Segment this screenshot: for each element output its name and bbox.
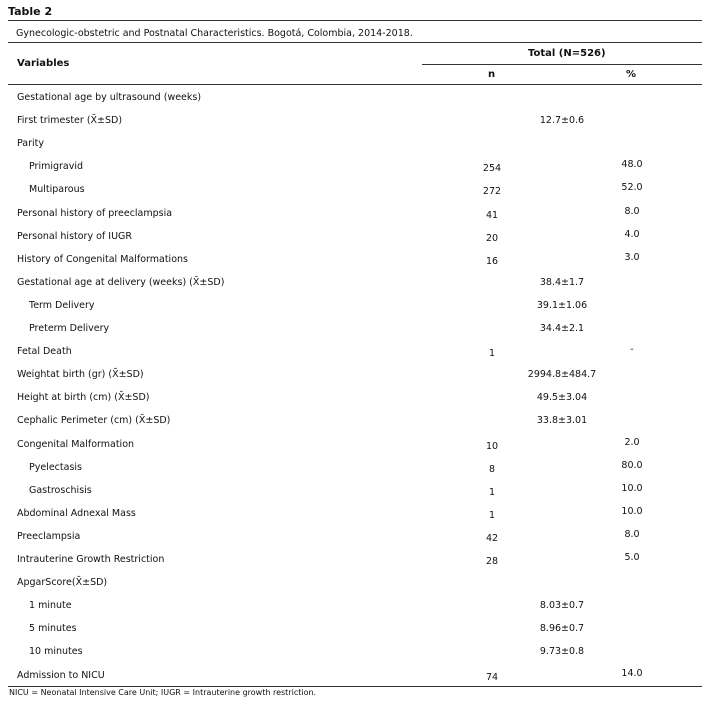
row-percent: 10.0 [621,482,643,494]
row-label: Gestational age by ultrasound (weeks) [17,92,202,103]
table-row [0,346,709,369]
table-row [0,415,709,438]
row-percent: 2.0 [624,436,640,448]
table-row [0,623,709,646]
row-label: 5 minutes [29,623,77,635]
row-label: Gestational age at delivery (weeks) (X̄±SD) [17,276,225,288]
row-label: ApgarScore(X̄±SD) [17,577,108,589]
row-label: Height at birth (cm) (X̄±SD) [17,392,150,404]
row-label: Multiparous [29,184,85,196]
table-row [0,138,709,161]
row-label: Primigravid [29,161,84,173]
row-label: 1 minute [29,600,72,612]
table-footnote: NICU = Neonatal Intensive Care Unit; IUGR = Intrauterine growth restriction. [9,688,317,697]
table-row [0,646,709,669]
row-percent: 48.0 [621,159,643,171]
table-row [0,161,709,184]
row-label: Preterm Delivery [29,323,110,334]
row-n: 1 [488,486,496,498]
header-total: Total (N=526) [528,48,606,59]
row-percent: - [630,344,634,356]
row-n: 254 [482,163,502,175]
table-row [0,528,709,554]
table-row [0,115,709,138]
row-n: 8 [488,463,496,475]
row-mean-sd: 2994.8±484.7 [527,369,597,381]
header-total-rule [422,64,702,65]
row-percent: 8.0 [624,205,640,217]
row-n: 20 [485,232,499,244]
row-percent: 8.0 [624,528,640,540]
table-row [0,251,709,277]
header-n: n [488,69,496,80]
table-caption: Gynecologic-obstetric and Postnatal Characteristics. Bogotá, Colombia, 2014-2018. [16,28,413,39]
row-label: History of Congenital Malformations [17,253,188,265]
row-percent: 3.0 [624,251,640,263]
row-percent: 5.0 [624,552,640,563]
row-mean-sd: 38.4±1.7 [539,276,585,288]
row-label: Abdominal Adnexal Mass [17,507,136,519]
header-pct: % [626,69,637,80]
row-label: Pyelectasis [29,461,82,473]
row-percent: 52.0 [621,182,643,194]
row-mean-sd: 33.8±3.01 [536,415,588,427]
row-mean-sd: 12.7±0.6 [539,115,585,127]
row-percent: 4.0 [624,228,640,240]
row-mean-sd: 49.5±3.04 [536,392,588,404]
row-mean-sd: 34.4±2.1 [539,323,585,334]
row-label: Personal history of IUGR [17,230,132,242]
table-row [0,277,709,300]
row-label: Intrauterine Growth Restriction [17,554,165,565]
row-label: 10 minutes [29,646,83,658]
table-row [0,577,709,600]
row-n: 74 [485,671,499,683]
row-label: Gastroschisis [29,484,92,496]
row-mean-sd: 39.1±1.06 [536,299,588,311]
table-row [0,323,709,346]
top-rule [8,20,702,21]
row-n: 42 [485,532,499,544]
row-n: 1 [488,509,496,521]
row-n: 272 [482,186,502,198]
row-percent: 80.0 [621,459,643,471]
row-n: 10 [485,440,499,452]
table-row [0,482,709,508]
header-rule [8,84,702,85]
table-row [0,369,709,392]
row-label: Term Delivery [29,299,95,311]
table-row [0,459,709,485]
row-label: Fetal Death [17,346,72,358]
row-label: Cephalic Perimeter (cm) (X̄±SD) [17,415,171,427]
row-label: Admission to NICU [17,669,105,681]
row-percent: 10.0 [621,505,643,517]
table-row [0,436,709,462]
row-n: 41 [485,209,499,221]
table-row [0,554,709,577]
caption-rule [8,42,702,43]
row-percent: 14.0 [621,667,643,679]
table-row [0,228,709,254]
row-label: Weightat birth (gr) (X̄±SD) [17,369,144,381]
header-variables: Variables [17,58,70,69]
row-label: Congenital Malformation [17,438,135,450]
table-row [0,392,709,415]
row-n: 28 [485,556,499,567]
table-row [0,92,709,115]
bottom-rule [8,686,702,687]
table-row [0,300,709,323]
row-label: Preeclampsia [17,530,81,542]
table-row [0,205,709,231]
row-n: 1 [488,348,496,360]
row-mean-sd: 8.03±0.7 [539,600,585,612]
row-label: Personal history of preeclampsia [17,207,173,219]
table-title: Table 2 [8,5,53,18]
table-row [0,184,709,207]
row-n: 16 [485,255,499,267]
table-row [0,600,709,623]
row-mean-sd: 8.96±0.7 [539,623,585,635]
row-mean-sd: 9.73±0.8 [539,646,585,658]
table-row [0,505,709,531]
row-label: First trimester (X̄±SD) [17,115,123,127]
row-label: Parity [17,138,45,150]
